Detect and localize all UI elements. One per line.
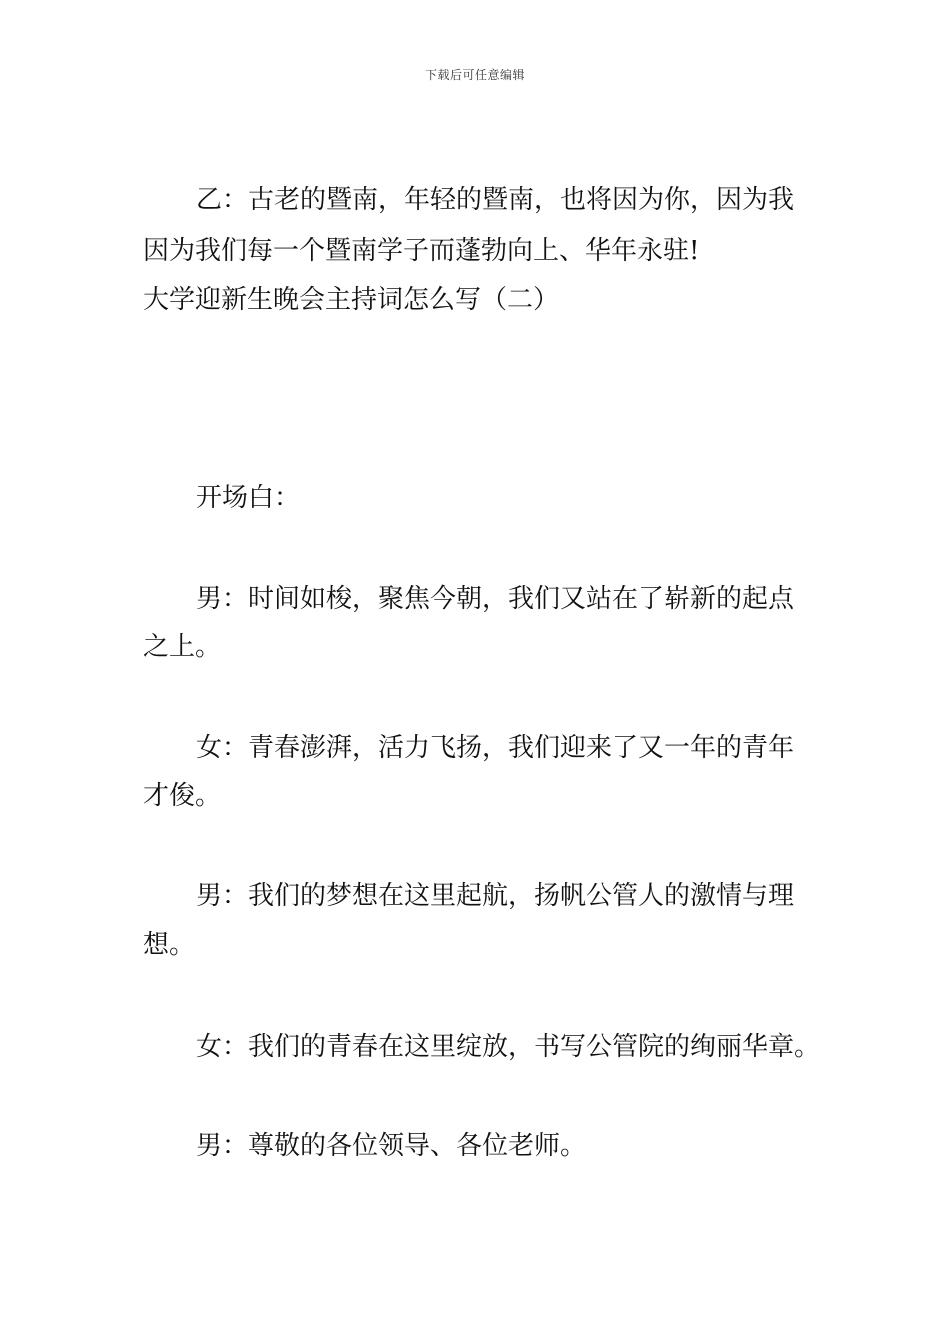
paragraph-line: 女：我们的青春在这里绽放，书写公管院的绚丽华章。: [196, 1032, 821, 1062]
paragraph-line: 男：我们的梦想在这里起航，扬帆公管人的激情与理: [196, 881, 795, 911]
paragraph-line: 女：青春澎湃，活力飞扬，我们迎来了又一年的青年: [196, 733, 795, 763]
section-heading: 大学迎新生晚会主持词怎么写（二）: [143, 285, 560, 315]
paragraph-line: 之上。: [143, 632, 222, 662]
paragraph-line: 想。: [143, 930, 196, 960]
opening-label: 开场白：: [196, 483, 301, 513]
paragraph-line: 因为我们每一个暨南学子而蓬勃向上、华年永驻!: [143, 236, 700, 266]
paragraph-line: 男：时间如梭，聚焦今朝，我们又站在了崭新的起点: [196, 584, 795, 614]
page-header: 下载后可任意编辑: [424, 68, 525, 82]
paragraph-line: 才俊。: [143, 781, 222, 811]
paragraph-line: 乙：古老的暨南，年轻的暨南，也将因为你，因为我: [196, 185, 795, 215]
paragraph-line: 男：尊敬的各位领导、各位老师。: [196, 1131, 587, 1161]
